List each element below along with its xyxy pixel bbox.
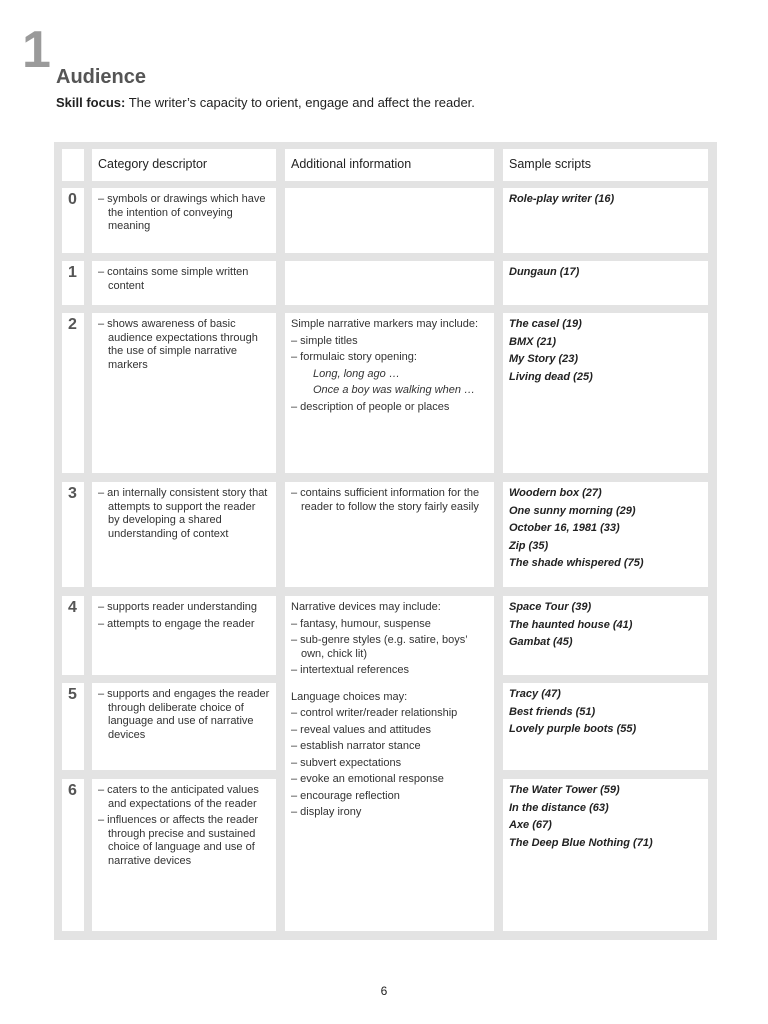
level-2: 2	[62, 313, 84, 473]
skill-focus	[56, 95, 475, 110]
sample-script: Axe (67)	[509, 819, 552, 831]
sample-script: Woodern box (27)	[509, 487, 602, 499]
descriptor-0	[92, 188, 276, 253]
descriptor-item: – supports and engages the reader through deliberate choice of language and use of narrative devices	[98, 688, 270, 741]
additional-item: – contains sufficient information for the reader to follow the story fairly easily	[291, 487, 480, 513]
samples-4	[503, 596, 708, 675]
header-category: Category descriptor	[92, 149, 276, 181]
descriptor-item: – an internally consistent story that attempts to support the reader by developing a shared understanding of context	[98, 487, 268, 540]
descriptor-item: – supports reader understanding	[98, 601, 257, 613]
additional-item: – simple titles	[291, 334, 358, 347]
sample-script: My Story (23)	[509, 353, 579, 365]
samples-2	[503, 313, 708, 473]
samples-6	[503, 779, 708, 931]
devices-intro: Narrative devices may include:	[291, 601, 441, 613]
descriptor-item: – influences or affects the reader through precise and sustained choice of language and use of narrative devices	[98, 814, 259, 867]
language-item: – display irony	[291, 806, 362, 818]
sample-script: The shade whispered (75)	[509, 557, 644, 569]
descriptor-1	[92, 261, 276, 305]
descriptor-item: – shows awareness of basic audience expectations through the use of simple narrative markers	[98, 318, 258, 371]
language-item: – encourage reflection	[291, 789, 400, 802]
level-3: 3	[62, 482, 84, 587]
additional-0	[285, 188, 494, 253]
descriptor-item: – symbols or drawings which have the intention of conveying meaning	[98, 193, 266, 232]
sample-script: Zip (35)	[509, 539, 549, 552]
descriptor-item: – contains some simple written content	[98, 266, 249, 292]
additional-3	[285, 482, 494, 587]
sample-script: The casel (19)	[509, 318, 582, 330]
language-item: – control writer/reader relationship	[291, 707, 458, 719]
rubric-table	[54, 142, 717, 940]
language-item: – subvert expectations	[291, 756, 402, 769]
sample-script: October 16, 1981 (33)	[509, 522, 620, 534]
example-opening: Long, long ago …	[313, 367, 400, 380]
descriptor-5	[92, 683, 276, 770]
device-item: – sub-genre styles (e.g. satire, boys’ own, chick lit)	[291, 634, 468, 660]
descriptor-item: – attempts to engage the reader	[98, 617, 255, 630]
example-opening: Once a boy was walking when …	[313, 384, 476, 396]
descriptor-3	[92, 482, 276, 587]
sample-script: One sunny morning (29)	[509, 504, 636, 517]
device-item: – intertextual references	[291, 664, 410, 676]
language-item: – establish narrator stance	[291, 740, 421, 752]
descriptor-6	[92, 779, 276, 931]
sample-script: Gambat (45)	[509, 636, 573, 648]
skill-focus-text: The writer’s capacity to orient, engage and affect the reader.	[125, 95, 475, 110]
samples-1	[503, 261, 708, 305]
additional-item: – formulaic story opening:	[291, 351, 417, 363]
header-additional: Additional information	[285, 149, 494, 181]
additional-item: – description of people or places	[291, 400, 450, 413]
samples-5	[503, 683, 708, 770]
descriptor-item: – caters to the anticipated values and expectations of the reader	[98, 784, 259, 810]
language-item: – reveal values and attitudes	[291, 723, 432, 736]
level-1: 1	[62, 261, 84, 305]
level-4: 4	[62, 596, 84, 675]
additional-2	[285, 313, 494, 473]
sample-script: In the distance (63)	[509, 801, 609, 814]
level-6: 6	[62, 779, 84, 931]
sample-script: Tracy (47)	[509, 688, 561, 700]
samples-3	[503, 482, 708, 587]
device-item: – fantasy, humour, suspense	[291, 617, 431, 630]
sample-script: Role-play writer (16)	[509, 193, 615, 205]
sample-script: Space Tour (39)	[509, 601, 592, 613]
descriptor-4	[92, 596, 276, 675]
sample-script: Dungaun (17)	[509, 266, 580, 278]
section-number: 1	[22, 21, 49, 79]
level-0: 0	[62, 188, 84, 253]
additional-1	[285, 261, 494, 305]
sample-script: Best friends (51)	[509, 705, 596, 718]
header-level-cell	[62, 149, 84, 181]
language-intro: Language choices may:	[291, 690, 408, 703]
additional-4-6	[285, 596, 494, 931]
descriptor-2	[92, 313, 276, 473]
sample-script: Lovely purple boots (55)	[509, 723, 637, 735]
sample-script: BMX (21)	[509, 335, 557, 348]
sample-script: Living dead (25)	[509, 370, 593, 383]
skill-focus-label: Skill focus:	[56, 95, 126, 110]
sample-script: The Water Tower (59)	[509, 784, 620, 796]
header-samples: Sample scripts	[503, 149, 708, 181]
sample-script: The haunted house (41)	[509, 618, 633, 631]
page-number: 6	[380, 984, 388, 998]
sample-script: The Deep Blue Nothing (71)	[509, 836, 653, 849]
section-title: Audience	[56, 66, 147, 88]
additional-intro: Simple narrative markers may include:	[291, 318, 479, 330]
samples-0	[503, 188, 708, 253]
language-item: – evoke an emotional response	[291, 773, 444, 785]
level-5: 5	[62, 683, 84, 770]
